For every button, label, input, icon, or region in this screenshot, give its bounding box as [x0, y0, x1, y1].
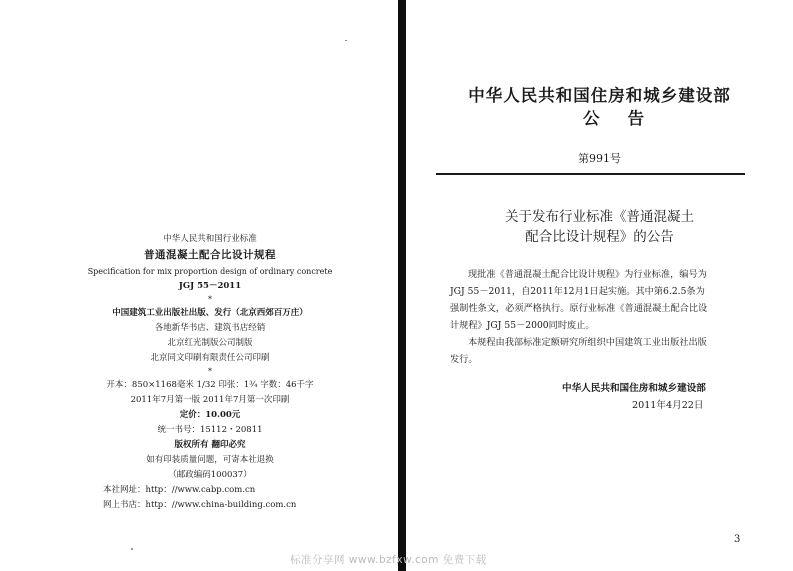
signature-organization: 中华人民共和国住房和城乡建设部	[562, 383, 706, 394]
isbn-line: 统一书号：15112・20811	[157, 425, 263, 435]
body-line: 强制性条文，必须严格执行。原行业标准《普通混凝土配合比设	[450, 303, 708, 314]
body-line: 现批准《普通混凝土配合比设计规程》为行业标准，编号为	[468, 269, 707, 280]
edition-line: 2011年7月第一版 2011年7月第一次印刷	[130, 395, 290, 405]
heading-rule	[436, 173, 745, 175]
printer-line: 北京同文印刷有限责任公司印刷	[150, 353, 270, 363]
right-page-announcement	[406, 0, 793, 571]
standard-type: 中华人民共和国行业标准	[163, 234, 257, 244]
announcement-number: 第991号	[578, 152, 621, 165]
distributor-line: 各地新华书店、建筑书店经销	[154, 323, 266, 333]
site-watermark: 标准分享网 www.bzfxw.com 免费下载	[290, 554, 487, 566]
scan-speck	[345, 40, 347, 41]
online-store-line: 网上书店：http：//www.china-building.com.cn	[103, 500, 297, 510]
publisher-line: 中国建筑工业出版社出版、发行（北京西郊百万庄）	[112, 308, 308, 318]
standard-title-cn: 普通混凝土配合比设计规程	[144, 249, 276, 261]
separator-star: *	[208, 367, 212, 376]
colophon-block	[75, 232, 345, 513]
plate-maker-line: 北京红光制版公司制版	[167, 338, 253, 348]
body-line: 本规程由我部标准定额研究所组织中国建筑工业出版社出版	[468, 337, 707, 348]
body-line: JGJ 55－2011，自2011年12月1日起实施。其中第6.2.5条为	[450, 286, 705, 297]
book-spine-shadow	[398, 0, 406, 571]
price-line: 定价：10.00元	[179, 410, 241, 420]
standard-title-en: Specification for mix proportion design of ordinary concrete	[87, 267, 333, 276]
standard-code: JGJ 55－2011	[178, 281, 242, 291]
quality-notice-line: 如有印装质量问题，可寄本社退换	[146, 455, 274, 465]
format-line: 开本：850×1168毫米 1/32 印张：1¾ 字数：46千字	[106, 380, 314, 390]
copyright-line: 版权所有 翻印必究	[174, 440, 246, 450]
body-line: 计规程》JGJ 55－2000同时废止。	[450, 320, 595, 331]
notice-heading: 公告	[583, 109, 672, 128]
website-line: 本社网址：http：//www.cabp.com.cn	[103, 485, 256, 495]
announcement-body	[450, 266, 750, 368]
body-line: 发行。	[450, 354, 478, 365]
signature-date: 2011年4月22日	[632, 400, 704, 411]
ministry-heading: 中华人民共和国住房和城乡建设部	[468, 86, 731, 105]
postcode-line: （邮政编码100037）	[168, 470, 252, 480]
subject-line-2: 配合比设计规程》的公告	[525, 229, 674, 245]
subject-line-1: 关于发布行业标准《普通混凝土	[505, 209, 694, 225]
scan-speck	[131, 548, 133, 550]
separator-star: *	[208, 295, 212, 304]
page-number: 3	[734, 534, 741, 545]
